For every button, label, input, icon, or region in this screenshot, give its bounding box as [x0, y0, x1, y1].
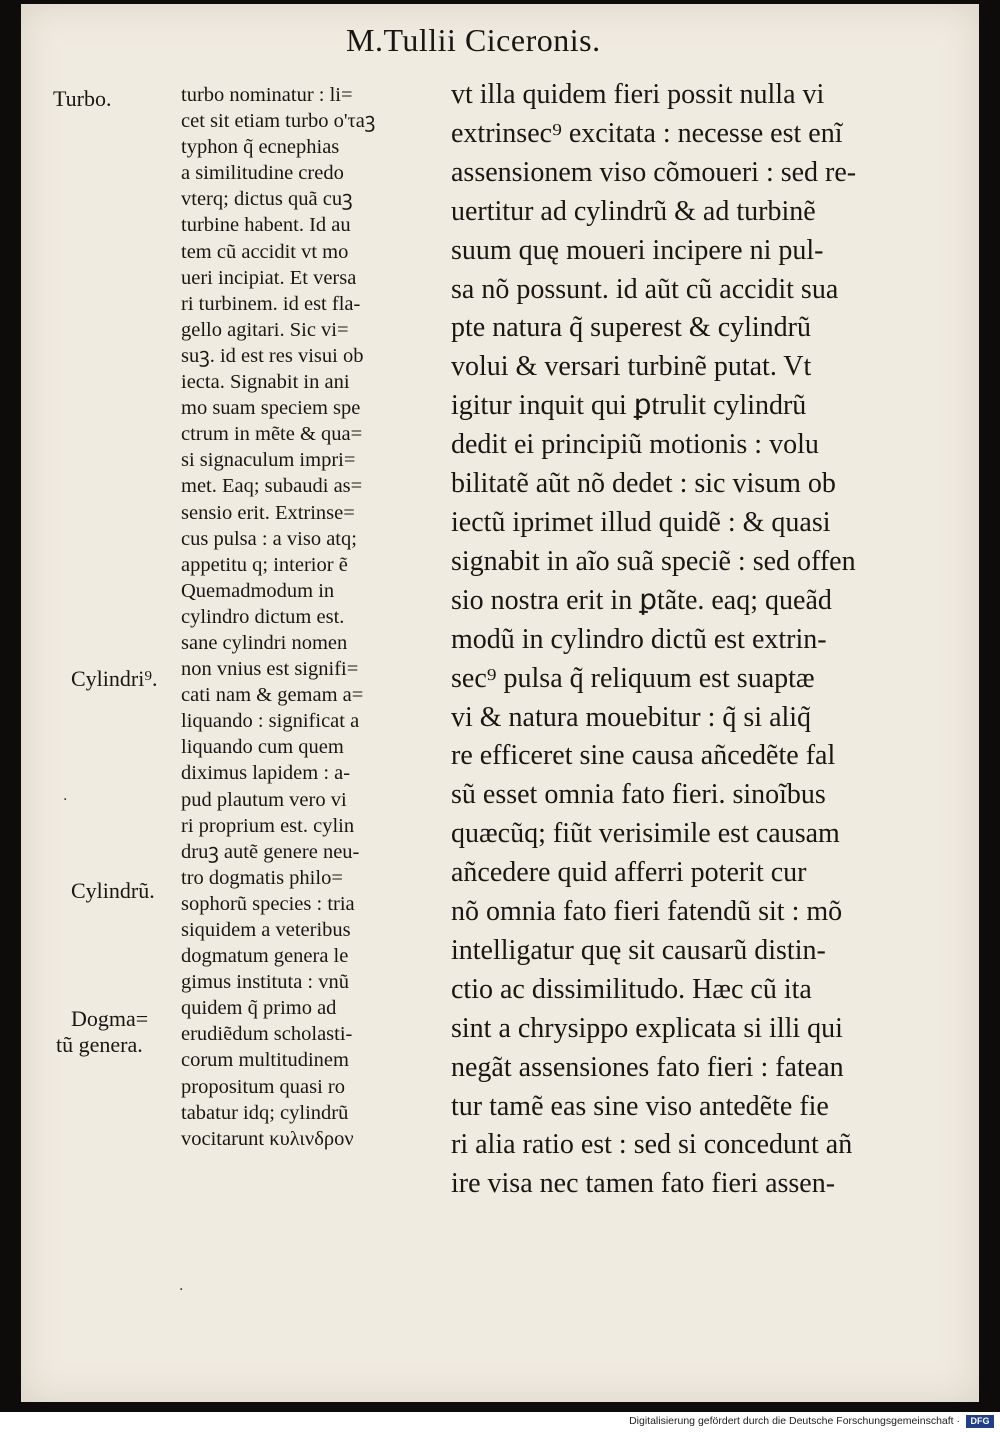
commentary-line: tabatur idq; cylindrũ: [181, 1101, 349, 1124]
commentary-line: ri turbinem. id est fla-: [181, 292, 361, 315]
footer-credit: Digitalisierung gefördert durch die Deutsche Forschungsgemeinschaft ·: [629, 1415, 960, 1427]
commentary-line: suꝫ. id est res visui ob: [181, 344, 364, 367]
marginal-note-dogma-2: tũ genera.: [56, 1032, 143, 1057]
ink-speck: ·: [63, 792, 68, 808]
commentary-line: tem cũ accidit vt mo: [181, 240, 349, 263]
main-text-line: ctio ac dissimilitudo. Hæc cũ ita: [451, 973, 812, 1005]
commentary-column: [181, 82, 451, 1152]
marginal-note-turbo: Turbo.: [53, 86, 112, 111]
main-text-line: extrinsec⁹ excitata : necesse est enĩ: [451, 117, 843, 149]
commentary-line: cus pulsa : a viso atq;: [181, 527, 357, 550]
commentary-line: gimus instituta : vnũ: [181, 971, 349, 994]
main-text-line: sint a chrysippo explicata si illi qui: [451, 1012, 843, 1044]
commentary-line: ueri incipiat. Et versa: [181, 266, 357, 289]
main-text-line: re efficeret sine causa añcedẽte fal: [451, 740, 836, 772]
commentary-line: siquidem a veteribus: [181, 919, 351, 941]
commentary-line: si signaculum impri=: [181, 449, 356, 472]
commentary-line: cati nam & gemam a=: [181, 684, 364, 707]
commentary-line: vterq; dictus quã cuꝫ: [181, 188, 353, 211]
main-text-line: quæcũq; fiũt verisimile est causam: [451, 818, 840, 850]
commentary-line: iecta. Signabit in ani: [181, 371, 350, 394]
commentary-line: corum multitudinem: [181, 1049, 349, 1072]
main-text-line: sio nostra erit in ꝑtãte. eaq; queãd: [451, 584, 832, 616]
main-text-line: ri alia ratio est : sed si concedunt añ: [451, 1129, 853, 1161]
commentary-line: mo suam speciem spe: [181, 397, 361, 420]
main-text-line: bilitatẽ aũt nõ dedet : sic visum ob: [451, 468, 836, 500]
commentary-line: liquando cum quem: [181, 736, 344, 759]
commentary-line: druꝫ autẽ genere neu-: [181, 840, 360, 863]
commentary-line: pud plautum vero vi: [181, 788, 347, 811]
dfg-logo: DFG: [966, 1415, 994, 1428]
main-text-line: añcedere quid afferri poterit cur: [451, 857, 807, 889]
running-head: M.Tullii Ciceronis.: [346, 22, 601, 58]
main-text-line: vt illa quidem fieri possit nulla vi: [451, 79, 825, 110]
commentary-line: Quemadmodum in: [181, 579, 335, 602]
main-text-line: sec⁹ pulsa q̃ reliquum est suaptæ: [451, 662, 815, 694]
main-text-line: iectũ iprimet illud quidẽ : & quasi: [451, 506, 831, 538]
ink-speck: ·: [179, 1282, 184, 1298]
commentary-line: propositum quasi ro: [181, 1075, 345, 1098]
commentary-line: turbine habent. Id au: [181, 214, 351, 237]
commentary-line: liquando : significat a: [181, 710, 360, 733]
commentary-line: appetitu q; interior ẽ: [181, 553, 348, 576]
main-text-line: igitur inquit qui ꝑtrulit cylindrũ: [451, 390, 807, 422]
main-text-line: volui & versari turbinẽ putat. Vt: [451, 351, 812, 383]
main-text-line: signabit in aĩo suã speciẽ : sed offen: [451, 545, 856, 577]
commentary-line: met. Eaq; subaudi as=: [181, 475, 363, 498]
main-text-line: tur tamẽ eas sine viso antedẽte fie: [451, 1090, 829, 1122]
commentary-line: turbo nominatur : li=: [181, 84, 353, 106]
commentary-line: typhon q̃ ecnephias: [181, 136, 340, 159]
book-page: [21, 4, 979, 1402]
main-text-line: vi & natura mouebitur : q̃ si aliq̃: [451, 701, 812, 733]
commentary-line: dogmatum genera le: [181, 945, 349, 968]
commentary-line: cylindro dictum est.: [181, 605, 345, 628]
main-text-column: [451, 76, 951, 1204]
commentary-line: tro dogmatis philo=: [181, 866, 343, 889]
commentary-line: a similitudine credo: [181, 162, 344, 185]
commentary-line: sophorũ species : tria: [181, 892, 355, 915]
marginal-note-dogma-1: Dogma=: [71, 1006, 149, 1031]
main-text-line: modũ in cylindro dictũ est extrin-: [451, 623, 827, 655]
main-text-line: dedit ei principiũ motionis : volu: [451, 429, 819, 461]
commentary-line: cet sit etiam turbo ο'τaꝫ: [181, 110, 376, 133]
commentary-line: ri proprium est. cylin: [181, 814, 355, 837]
main-text-line: assensionem viso cõmoueri : sed re-: [451, 156, 857, 188]
main-text-line: suum quę moueri incipere ni pul-: [451, 234, 824, 266]
commentary-line: sensio erit. Extrinse=: [181, 501, 355, 524]
main-text-line: pte natura q̃ superest & cylindrũ: [451, 312, 812, 344]
commentary-line: quidem q̃ primo ad: [181, 997, 337, 1020]
commentary-line: sane cylindri nomen: [181, 631, 348, 654]
commentary-line: gello agitari. Sic vi=: [181, 318, 349, 341]
main-text-line: uertitur ad cylindrũ & ad turbinẽ: [451, 195, 816, 227]
commentary-line: non vnius est signifi=: [181, 658, 359, 681]
footer-bar: [0, 1412, 1000, 1433]
commentary-line: diximus lapidem : a-: [181, 762, 351, 785]
main-text-line: ire visa nec tamen fato fieri assen-: [451, 1168, 836, 1200]
main-text-line: intelligatur quę sit causarũ distin-: [451, 934, 826, 966]
marginal-note-cylindru: Cylindrũ.: [71, 878, 155, 903]
commentary-line: erudiẽdum scholasti-: [181, 1023, 353, 1046]
commentary-line: vocitarunt κυλινδρον: [181, 1127, 354, 1150]
commentary-line: ctrum in mẽte & qua=: [181, 423, 363, 446]
main-text-line: sa nõ possunt. id aũt cũ accidit sua: [451, 273, 839, 305]
main-text-line: negãt assensiones fato fieri : fatean: [451, 1051, 844, 1083]
main-text-line: nõ omnia fato fieri fatendũ sit : mõ: [451, 896, 843, 928]
marginal-note-cylindri: Cylindri⁹.: [71, 666, 158, 691]
main-text-line: sũ esset omnia fato fieri. sinoĩbus: [451, 779, 826, 811]
